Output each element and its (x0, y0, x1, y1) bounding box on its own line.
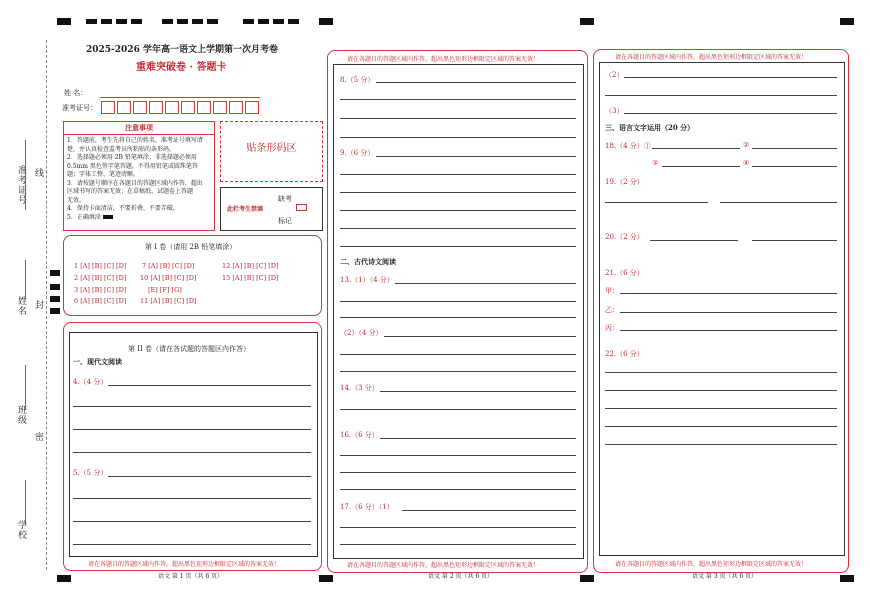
blank-marker: ② (743, 141, 750, 149)
answer-line[interactable] (402, 510, 576, 511)
answer-line[interactable] (340, 137, 576, 138)
answer-line[interactable] (380, 438, 576, 439)
timing-mark (840, 575, 854, 582)
notice-item: 1．答题前，考生先将自己的姓名，准考证号填写清 (67, 137, 203, 144)
page-subtitle: 重难突破卷 · 答题卡 (136, 62, 227, 73)
choice-row[interactable]: 6 [A] [B] [C] [D] (74, 297, 127, 305)
answer-line[interactable] (384, 336, 576, 337)
section-heading: 三、语言文字运用（20 分） (605, 123, 695, 132)
question-label: 19.（2 分） (605, 178, 644, 186)
answer-line[interactable] (605, 426, 837, 427)
warning-text: 请在各题目的答题区域内作答，超出黑色矩形边框限定区域的答案无效！ (615, 54, 808, 61)
answer-line[interactable] (73, 521, 311, 522)
page-footer: 语文 第 2 页（共 6 页） (428, 573, 494, 580)
timing-mark (840, 18, 854, 25)
answer-line[interactable] (605, 390, 837, 391)
page-title: 2025-2026 学年高一语文上学期第一次月考卷 (86, 45, 278, 55)
answer-line[interactable] (340, 489, 576, 490)
answer-line[interactable] (340, 354, 576, 355)
question-label: 4.（4 分） (73, 378, 108, 386)
answer-line[interactable] (720, 202, 837, 203)
answer-line[interactable] (340, 118, 576, 119)
name-label: 姓 名： (64, 89, 88, 97)
answer-line[interactable] (620, 312, 837, 313)
choice-row[interactable]: 2 [A] [B] [C] [D] (74, 274, 127, 282)
question-label: （2） (605, 71, 624, 79)
answer-line[interactable] (380, 391, 576, 392)
timing-mark (580, 575, 594, 582)
question-label: 18.（4 分）① (605, 142, 651, 150)
choice-row[interactable]: 12 [A] [B] [C] [D] (222, 262, 279, 270)
answer-line[interactable] (605, 444, 837, 445)
question-label: 20.（2 分） (605, 233, 644, 241)
notice-item: 楚，并认真检查监考员所粘贴的条形码。 (67, 145, 176, 153)
answer-line[interactable] (624, 77, 837, 78)
question-label: 21.（6 分） (605, 269, 644, 277)
side-fill-line (25, 365, 26, 410)
answer-line[interactable] (752, 166, 837, 167)
answer-line[interactable] (73, 406, 311, 407)
absent-box (220, 187, 323, 231)
choice-row[interactable]: 1 [A] [B] [C] [D] (74, 262, 127, 270)
answer-line[interactable] (108, 385, 311, 386)
answer-line[interactable] (340, 301, 576, 302)
side-label-line: 线 (33, 168, 43, 178)
timing-mark (177, 19, 188, 24)
warning-text: 请在各题目的答题区域内作答，超出黑色矩形边框限定区域的答案无效！ (347, 562, 540, 569)
answer-line[interactable] (620, 293, 837, 294)
answer-line[interactable] (605, 372, 837, 373)
col2-inner-frame (333, 64, 584, 559)
question-label: 13.（1）（4 分） (340, 276, 394, 284)
notice-item: 无效。 (67, 196, 86, 204)
side-label-class: 班级 (16, 405, 26, 425)
answer-label-jia: 甲： (605, 287, 619, 295)
timing-mark (273, 19, 284, 24)
choice-row[interactable]: 11 [A] [B] [C] [D] (140, 297, 197, 305)
answer-line[interactable] (340, 544, 576, 545)
timing-mark (86, 19, 97, 24)
col3-inner-frame (599, 62, 845, 556)
answer-line[interactable] (73, 429, 311, 430)
answer-line[interactable] (752, 148, 837, 149)
side-fill-line (25, 140, 26, 210)
answer-line[interactable] (73, 452, 311, 453)
answer-line[interactable] (340, 192, 576, 193)
page-footer: 语文 第 3 页（共 6 页） (692, 573, 758, 580)
answer-line[interactable] (340, 455, 576, 456)
choice-row[interactable]: [E] [F] [G] (148, 286, 182, 294)
question-label: 22.（6 分） (605, 350, 644, 358)
answer-line[interactable] (624, 113, 837, 114)
choice-row[interactable]: 10 [A] [B] [C] [D] (140, 274, 197, 282)
absent-bottom-label: 标记 (278, 217, 292, 225)
notice-item: 0.5mm 黑色签字笔答题，不得用铅笔或圆珠笔答 (67, 162, 198, 170)
timing-mark (50, 296, 60, 302)
timing-mark (57, 18, 71, 25)
answer-line[interactable] (605, 202, 708, 203)
question-label: 8.（5 分） (340, 76, 375, 84)
timing-mark (580, 18, 594, 25)
side-label-seal: 封 (33, 300, 43, 310)
part2-title: 第 II 卷（请在各试题的答题区内作答） (128, 345, 250, 353)
timing-mark (131, 19, 142, 24)
answer-line[interactable] (340, 246, 576, 247)
warning-text: 请在各题目的答题区域内作答，超出黑色矩形边框限定区域的答案无效！ (615, 561, 808, 568)
timing-mark (319, 575, 333, 582)
answer-line[interactable] (662, 166, 740, 167)
page-footer: 语文 第 1 页（共 6 页） (158, 573, 224, 580)
answer-line[interactable] (340, 317, 576, 318)
question-label: 16.（6 分） (340, 431, 379, 439)
answer-line[interactable] (340, 527, 576, 528)
side-label-name: 姓名 (16, 296, 26, 316)
timing-mark (207, 19, 218, 24)
barcode-label: 贴条形码区 (246, 143, 297, 154)
timing-mark (50, 308, 60, 314)
timing-mark (258, 19, 269, 24)
part1-title: 第 I 卷（请用 2B 铅笔填涂） (145, 243, 237, 251)
question-label: 17.（6 分）（1） (340, 503, 394, 511)
answer-label-yi: 乙： (605, 306, 619, 314)
side-fill-line (25, 260, 26, 300)
notice-item: 区域书写的答案无效；在草稿纸、试题卷上答题 (67, 188, 194, 195)
question-label: 14.（3 分） (340, 384, 379, 392)
absent-top-label: 缺考 (278, 195, 292, 203)
answer-line[interactable] (108, 476, 311, 477)
timing-mark (319, 18, 333, 25)
binding-line (46, 40, 47, 570)
notice-item: 3．请按题号顺序在各题目的答题区域内作答，超出 (67, 179, 203, 187)
answer-line[interactable] (340, 371, 576, 372)
side-fill-line (25, 480, 26, 525)
answer-line[interactable] (605, 95, 837, 96)
notice-item: 2．选择题必须用 2B 铅笔填涂；非选择题必须用 (67, 154, 197, 161)
blank-marker: ④ (743, 159, 750, 167)
name-field[interactable] (100, 97, 260, 98)
timing-mark (50, 270, 60, 276)
question-label: （3） (605, 107, 624, 115)
answer-line[interactable] (652, 148, 740, 149)
warning-text: 请在各题目的答题区域内作答，超出黑色矩形边框限定区域的答案无效！ (347, 56, 540, 63)
blank-marker: ③ (652, 159, 659, 167)
timing-mark (192, 19, 203, 24)
warning-text: 请在各题目的答题区域内作答，超出黑色矩形边框限定区域的答案无效！ (88, 561, 281, 568)
question-label: （2）（4 分） (340, 329, 383, 337)
notice-title: 注意事项 (64, 123, 214, 135)
answer-line[interactable] (752, 240, 837, 241)
answer-line[interactable] (376, 156, 576, 157)
answer-line[interactable] (340, 409, 576, 410)
answer-line[interactable] (340, 472, 576, 473)
timing-mark (243, 19, 254, 24)
timing-mark (162, 19, 173, 24)
answer-line[interactable] (395, 283, 576, 284)
timing-mark (101, 19, 112, 24)
side-label-exam-no: 准考证号 (16, 165, 26, 205)
notice-item: 题；字体工整、笔迹清晰。 (67, 171, 140, 178)
timing-mark (57, 575, 71, 582)
section-heading: 二、古代诗文阅读 (340, 257, 396, 266)
barcode-area (220, 121, 323, 182)
choice-row[interactable]: 7 [A] [B] [C] [D] (142, 262, 195, 270)
answer-line[interactable] (340, 228, 576, 229)
timing-mark (116, 19, 127, 24)
choice-row[interactable]: 3 [A] [B] [C] [D] (74, 286, 127, 294)
notice-box (63, 121, 215, 231)
exam-no-label: 准考证号： (62, 104, 97, 112)
question-label: 5.（5 分） (73, 469, 108, 477)
answer-line[interactable] (340, 174, 576, 175)
answer-line[interactable] (605, 408, 837, 409)
answer-line[interactable] (650, 240, 738, 241)
answer-line[interactable] (376, 82, 576, 83)
answer-line[interactable] (73, 498, 311, 499)
choice-row[interactable]: 15 [A] [B] [C] [D] (222, 274, 279, 282)
absent-mark-box[interactable] (296, 204, 307, 211)
side-label-school: 学校 (16, 520, 26, 540)
filled-bubble-sample (103, 215, 113, 219)
answer-line[interactable] (620, 330, 837, 331)
answer-line[interactable] (340, 99, 576, 100)
notice-item: 5．正确填涂 (67, 214, 203, 223)
timing-mark (288, 19, 299, 24)
section-heading: 一、现代文阅读 (73, 357, 122, 366)
timing-mark (50, 284, 60, 290)
notice-item: 4．保持卡面清洁，不要折叠、不要弄破。 (67, 205, 179, 212)
side-label-secret: 密 (33, 432, 43, 442)
absent-forbidden-label: 此栏考生禁填 (227, 206, 264, 213)
answer-label-bing: 丙： (605, 324, 619, 332)
answer-line[interactable] (73, 544, 311, 545)
question-label: 9.（6 分） (340, 149, 375, 157)
answer-line[interactable] (340, 210, 576, 211)
